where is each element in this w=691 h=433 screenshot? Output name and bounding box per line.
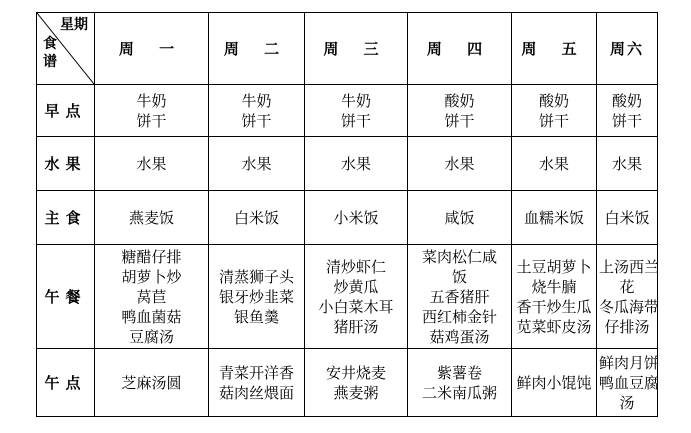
menu-item-text: 芝麻汤圆 <box>121 373 182 392</box>
menu-item-text: 紫薯卷 <box>436 363 482 382</box>
menu-item-text: 酸奶 <box>611 91 642 110</box>
menu-item-text: 饼干 <box>241 111 272 130</box>
menu-item-text: 水果 <box>340 154 371 173</box>
menu-item-text: 酸奶 <box>444 91 475 110</box>
menu-item-text: 土豆胡萝卜 <box>516 257 592 276</box>
menu-cell <box>597 349 658 417</box>
menu-item-text: 燕麦粥 <box>333 383 379 402</box>
menu-item-text: 水果 <box>444 154 475 173</box>
menu-item-text: 牛奶 <box>340 91 371 110</box>
menu-item-text: 饼干 <box>340 111 371 130</box>
menu-cell <box>408 137 512 191</box>
menu-item-text: 上汤西兰 <box>599 257 660 276</box>
menu-cell <box>597 191 658 245</box>
menu-cell <box>597 137 658 191</box>
menu-cell <box>209 191 305 245</box>
menu-cell <box>512 245 597 349</box>
menu-item-text: 牛奶 <box>136 91 167 110</box>
menu-item-text: 牛奶 <box>241 91 272 110</box>
day-header-4: 周 四 <box>408 13 512 85</box>
menu-item-text: 鸭血豆腐 <box>599 373 660 392</box>
menu-item-text: 水果 <box>611 154 642 173</box>
corner-cell <box>37 13 95 85</box>
menu-item-text: 二米南瓜粥 <box>421 383 497 402</box>
menu-item-text: 鲜肉月饼 <box>599 353 660 372</box>
menu-item-text: 小白菜木耳 <box>318 297 394 316</box>
meal-row <box>37 349 658 417</box>
menu-item-text: 花 <box>619 277 635 296</box>
menu-item-text: 清蒸狮子头 <box>218 267 294 286</box>
meal-label: 午点 <box>37 349 95 417</box>
menu-item-text: 菇肉丝煨面 <box>218 383 294 402</box>
menu-item-text: 清炒虾仁 <box>325 257 386 276</box>
menu-cell <box>95 245 209 349</box>
menu-cell <box>512 191 597 245</box>
day-header-6: 周六 <box>597 13 658 85</box>
menu-item-text: 鸭血菌菇 <box>121 307 182 326</box>
menu-cell <box>305 137 408 191</box>
meal-row <box>37 85 658 137</box>
menu-item-text: 炒黄瓜 <box>333 277 379 296</box>
menu-item-text: 仔排汤 <box>604 317 650 336</box>
meal-row <box>37 191 658 245</box>
menu-cell <box>305 349 408 417</box>
day-header-2: 周 二 <box>209 13 305 85</box>
menu-item-text: 菇鸡蛋汤 <box>429 327 490 346</box>
menu-cell <box>597 85 658 137</box>
menu-item-text: 糖醋仔排 <box>121 247 182 266</box>
menu-item-text: 胡萝卜炒 <box>121 267 182 286</box>
menu-item-text: 饼干 <box>611 111 642 130</box>
menu-cell <box>408 349 512 417</box>
menu-item-text: 西红柿金针 <box>421 307 497 326</box>
menu-item-text: 五香猪肝 <box>429 287 490 306</box>
menu-item-text: 莴苣 <box>136 287 167 306</box>
menu-item-text: 白米饭 <box>233 208 279 227</box>
menu-item-text: 菜肉松仁咸 <box>421 247 497 266</box>
menu-cell <box>209 349 305 417</box>
menu-item-text: 酸奶 <box>538 91 569 110</box>
menu-item-text: 香干炒生瓜 <box>516 297 592 316</box>
menu-cell <box>408 245 512 349</box>
menu-cell <box>95 85 209 137</box>
menu-item-text: 青菜开洋香 <box>218 363 294 382</box>
menu-item-text: 咸饭 <box>444 208 475 227</box>
menu-item-text: 血糯米饭 <box>523 208 584 227</box>
menu-cell <box>209 245 305 349</box>
weekly-menu-table <box>36 12 658 417</box>
menu-cell <box>95 349 209 417</box>
menu-cell <box>512 85 597 137</box>
menu-item-text: 饭 <box>451 267 467 286</box>
meal-row <box>37 245 658 349</box>
menu-item-text: 燕麦饭 <box>128 208 174 227</box>
menu-item-text: 猪肝汤 <box>333 317 379 336</box>
menu-item-text: 冬瓜海带 <box>599 297 660 316</box>
header-row <box>37 13 658 85</box>
menu-cell <box>512 137 597 191</box>
meal-row <box>37 137 658 191</box>
menu-item-text: 豆腐汤 <box>128 327 174 346</box>
menu-item-text: 烧牛腩 <box>531 277 577 296</box>
menu-cell <box>305 85 408 137</box>
menu-item-text: 水果 <box>538 154 569 173</box>
menu-item-text: 水果 <box>241 154 272 173</box>
menu-item-text: 银鱼羹 <box>233 307 279 326</box>
menu-item-text: 饼干 <box>444 111 475 130</box>
menu-cell <box>95 191 209 245</box>
meal-label: 早点 <box>37 85 95 137</box>
menu-item-text: 饼干 <box>136 111 167 130</box>
meal-label: 主食 <box>37 191 95 245</box>
menu-item-text: 白米饭 <box>604 208 650 227</box>
menu-item-text: 小米饭 <box>333 208 379 227</box>
menu-item-text: 水果 <box>136 154 167 173</box>
meal-label: 水果 <box>37 137 95 191</box>
menu-cell <box>408 85 512 137</box>
menu-cell <box>512 349 597 417</box>
menu-item-text: 鲜肉小馄饨 <box>516 373 592 392</box>
menu-cell <box>597 245 658 349</box>
corner-weekday-label: 星期 <box>60 17 88 33</box>
menu-item-text: 饼干 <box>538 111 569 130</box>
corner-menu-label: 食谱 <box>43 36 57 70</box>
menu-cell <box>209 85 305 137</box>
menu-item-text: 银牙炒韭菜 <box>218 287 294 306</box>
day-header-3: 周 三 <box>305 13 408 85</box>
menu-cell <box>305 191 408 245</box>
day-header-5: 周 五 <box>512 13 597 85</box>
menu-cell <box>305 245 408 349</box>
menu-cell <box>95 137 209 191</box>
day-header-1: 周 一 <box>95 13 209 85</box>
menu-cell <box>408 191 512 245</box>
menu-item-text: 汤 <box>619 393 635 412</box>
menu-item-text: 苋菜虾皮汤 <box>516 317 592 336</box>
meal-label: 午餐 <box>37 245 95 349</box>
menu-item-text: 安井烧麦 <box>325 363 386 382</box>
menu-cell <box>209 137 305 191</box>
